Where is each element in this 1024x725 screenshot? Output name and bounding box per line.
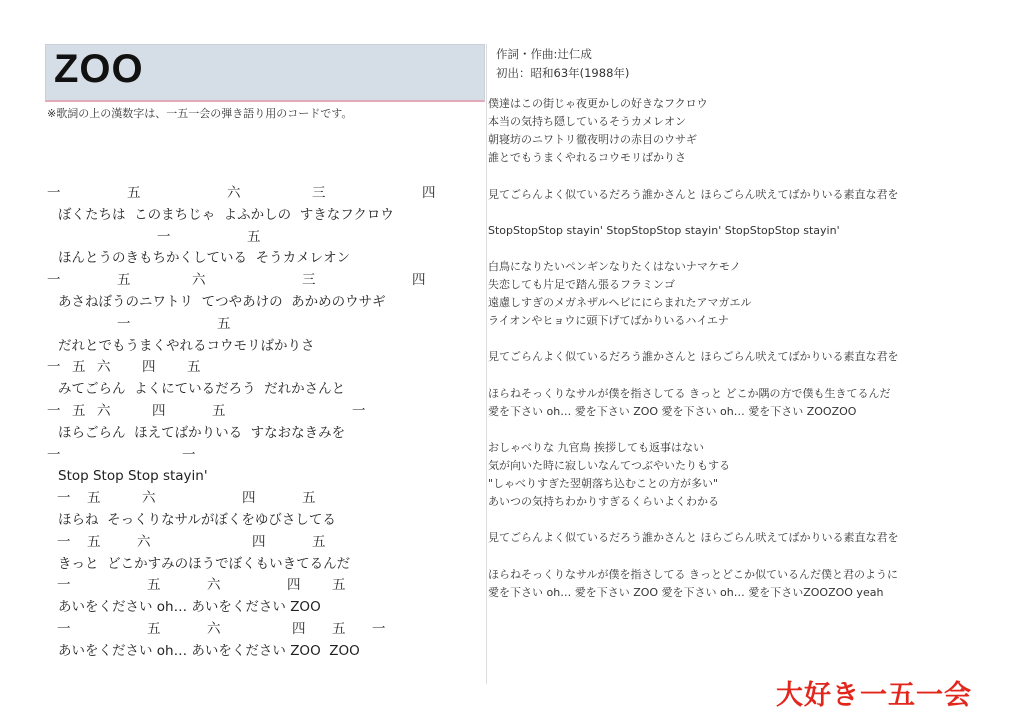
lyrics-line: 朝寝坊のニワトリ徹夜明けの赤目のウサギ — [488, 133, 697, 147]
chord-mark: 四 — [142, 359, 156, 376]
chord-mark: 四 — [292, 621, 306, 637]
lyrics-line: 愛を下さい oh… 愛を下さい ZOO 愛を下さい oh… 愛を下さいZOOZOO yeah — [488, 585, 884, 599]
lyric-line: あいをください oh… あいをください ZOO — [58, 599, 321, 616]
chord-mark: 三 — [302, 272, 316, 289]
chord-mark: 六 — [137, 533, 151, 550]
lyric-line: ほんとうのきもちかくしている そうカメレオン — [58, 250, 351, 267]
lyric-line: あさねぼうのニワトリ てつやあけの あかめのウサギ — [58, 294, 386, 310]
chord-mark: 五 — [127, 185, 141, 201]
chord-mark: 一 — [372, 621, 386, 637]
lyric-line: ほらね そっくりなサルがぼくをゆびさしてる — [58, 512, 336, 528]
chord-mark: 六 — [227, 185, 241, 201]
lyrics-line: 見てごらんよく似ているだろう誰かさんと ほらごらん吠えてばかりいる素直な君を — [488, 350, 899, 364]
chord-mark: 五 — [217, 315, 231, 332]
chord-mark: 一 — [47, 359, 61, 376]
chord-mark: 四 — [287, 577, 301, 594]
chord-mark: 六 — [97, 403, 111, 419]
lyrics-line: 愛を下さい oh… 愛を下さい ZOO 愛を下さい oh… 愛を下さい ZOOZOO — [488, 404, 857, 418]
chord-mark: 六 — [142, 490, 156, 507]
chord-mark: 一 — [157, 228, 171, 245]
lyrics-line: 気が向いた時に寂しいなんてつぶやいたりもする — [488, 459, 730, 472]
lyrics-line: ほらねそっくりなサルが僕を指さしてる きっとどこか似ているんだ僕と君のように — [488, 567, 898, 581]
lyrics-line: StopStopStop stayin' StopStopStop stayin' StopStopStop stayin' — [488, 223, 840, 237]
lyric-line: ぼくたちは このまちじゃ よふかしの すきなフクロウ — [58, 206, 394, 223]
title-box — [45, 44, 485, 102]
credit-release: 初出：昭和63年(1988年) — [496, 66, 630, 80]
chord-mark: 一 — [352, 403, 366, 419]
chord-mark: 五 — [332, 577, 346, 594]
chord-mark: 四 — [412, 272, 426, 289]
brand-logo: 大好き一五一会 — [776, 680, 972, 711]
chord-mark: 一 — [57, 490, 71, 507]
chord-mark: 五 — [72, 359, 86, 376]
chord-mark: 一 — [47, 185, 61, 201]
lyric-line: Stop Stop Stop stayin' — [58, 468, 208, 485]
chord-note: ※歌詞の上の漢数字は、一五一会の弾き語り用のコードです。 — [47, 107, 353, 120]
column-divider — [486, 44, 487, 684]
chord-mark: 五 — [302, 490, 316, 507]
chord-mark: 六 — [192, 272, 206, 289]
chord-mark: 五 — [332, 621, 346, 637]
chord-mark: 五 — [87, 490, 101, 507]
chord-mark: 一 — [57, 577, 71, 594]
lyrics-line: ライオンやヒョウに頭下げてばかりいるハイエナ — [488, 314, 729, 328]
chord-mark: 三 — [312, 185, 326, 201]
chord-mark: 一 — [117, 315, 131, 332]
credit-writer: 作詞・作曲:辻仁成 — [496, 47, 592, 61]
chord-mark: 六 — [207, 577, 221, 594]
lyrics-line: 誰とでもうまくやれるコウモリばかりさ — [488, 151, 686, 165]
chord-mark: 五 — [147, 621, 161, 637]
chord-mark: 一 — [47, 272, 61, 289]
lyrics-line: 失恋しても片足で踏ん張るフラミンゴ — [488, 278, 675, 291]
chord-mark: 一 — [47, 446, 61, 463]
chord-mark: 四 — [152, 403, 166, 419]
chord-mark: 一 — [57, 621, 71, 637]
chord-mark: 五 — [147, 577, 161, 594]
chord-mark: 四 — [252, 533, 266, 550]
lyrics-line: 本当の気持ち隠しているそうカメレオン — [488, 115, 686, 129]
lyric-line: だれとでもうまくやれるコウモリばかりさ — [58, 337, 315, 354]
lyrics-line: 白鳥になりたいペンギンなりたくはないナマケモノ — [488, 259, 741, 273]
chord-mark: 一 — [57, 533, 71, 550]
lyric-line: みてごらん よくにているだろう だれかさんと — [58, 381, 346, 398]
chord-mark: 五 — [117, 272, 131, 289]
lyric-line: きっと どこかすみのほうでぼくもいきてるんだ — [58, 555, 351, 572]
lyrics-line: "しゃべりすぎた翌朝落ち込むことの方が多い" — [488, 477, 719, 491]
chord-mark: 五 — [247, 228, 261, 245]
page-title: ZOO — [54, 47, 144, 91]
chord-mark: 五 — [312, 533, 326, 550]
chord-mark: 五 — [212, 403, 226, 419]
lyrics-line: 僕達はこの街じゃ夜更かしの好きなフクロウ — [488, 97, 708, 110]
chord-mark: 六 — [207, 621, 221, 637]
lyrics-line: あいつの気持ちわかりすぎるくらいよくわかる — [488, 495, 719, 509]
lyric-line: ほらごらん ほえてばかりいる すなおなきみを — [58, 424, 346, 441]
lyric-line: あいをください oh… あいをください ZOO ZOO — [58, 642, 360, 659]
lyrics-line: おしゃべりな 九官鳥 挨拶しても返事はない — [488, 440, 704, 454]
chord-mark: 四 — [242, 490, 256, 507]
chord-mark: 四 — [422, 185, 436, 201]
chord-mark: 一 — [47, 403, 61, 419]
chord-mark: 五 — [87, 533, 101, 550]
chord-mark: 六 — [97, 359, 111, 376]
lyrics-line: ほらねそっくりなサルが僕を指さしてる きっと どこか隅の方で僕も生きてるんだ — [488, 386, 891, 400]
credits — [496, 45, 629, 83]
chord-mark: 五 — [72, 403, 86, 419]
chord-mark: 一 — [182, 446, 196, 463]
lyrics-line: 遠慮しすぎのメガネザルヘビににらまれたアマガエル — [488, 296, 752, 310]
lyrics-line: 見てごらんよく似ているだろう誰かさんと ほらごらん吠えてばかりいる素直な君を — [488, 531, 899, 545]
chord-mark: 五 — [187, 359, 201, 376]
lyrics-line: 見てごらんよく似ているだろう誰かさんと ほらごらん吠えてばかりいる素直な君を — [488, 187, 899, 201]
